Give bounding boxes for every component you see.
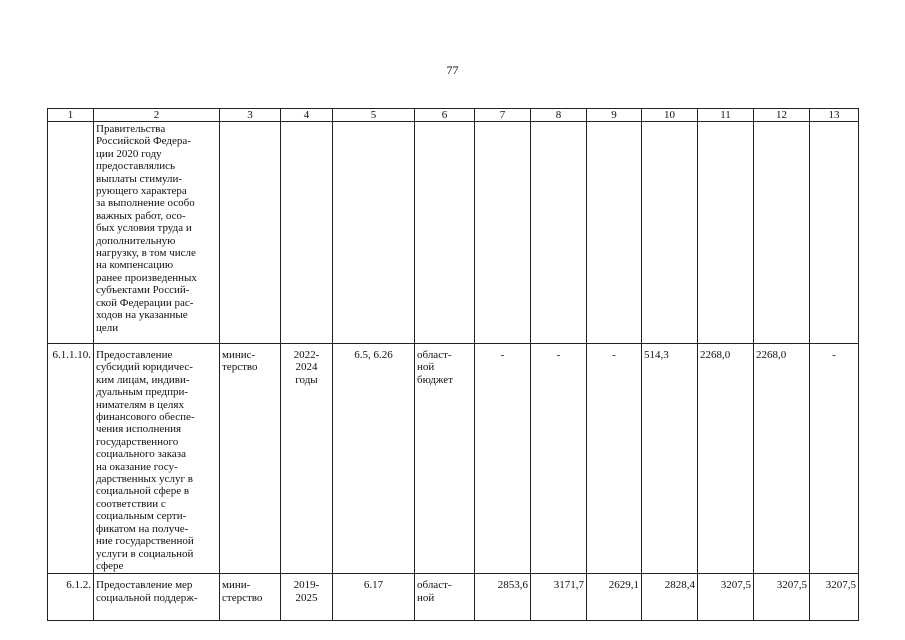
text-line: важных работ, осо- [96,209,186,222]
value-cell: 3207,5 [754,574,810,621]
text-line: на оказание госу- [96,460,178,473]
program-table [47,108,859,621]
period-cell [281,574,333,621]
indicator-cell [333,122,415,344]
value-cell: - [587,344,642,574]
column-number: 5 [333,109,415,122]
item-number-cell [48,122,94,344]
text-line: ции 2020 году [96,147,162,160]
text-line: субсидий юридичес- [96,361,193,374]
value-cell: 3207,5 [810,574,859,621]
text-line: ранее произведенных [96,271,197,284]
text-line: 2022- [293,349,320,361]
value-cell: 2853,6 [475,574,531,621]
value-cell [810,122,859,344]
value-cell [475,122,531,344]
text-line: финансового обеспе- [96,411,195,424]
value-cell [587,122,642,344]
text-line: услуги в социальной [96,547,194,560]
text-line: социального заказа [96,448,187,461]
description-cell [94,344,220,574]
column-number: 2 [94,109,220,122]
text-line: Российской Федера- [96,135,191,148]
text-line: соответствии с [96,497,166,510]
column-number-row [48,109,859,122]
text-line: нимателям в целях [96,398,184,411]
item-number-cell: 6.1.1.10. [48,344,94,574]
text-line: социальной поддерж- [96,591,198,604]
column-number: 10 [642,109,698,122]
text-line: государственного [96,435,179,448]
text-line: социальным серти- [96,510,187,523]
value-cell: - [475,344,531,574]
description-cell [94,574,220,621]
table-row [48,344,859,574]
text-line: предоставлялись [96,160,176,173]
value-cell: 514,3 [642,344,698,574]
text-line: за выполнение особо [96,197,195,210]
text-line: терство [222,361,258,374]
item-number-cell: 6.1.2. [48,574,94,621]
period-cell [281,344,333,574]
column-number: 11 [698,109,754,122]
program-table-container [47,108,858,604]
funding-source-cell [415,344,475,574]
column-number: 8 [531,109,587,122]
indicator-cell: 6.5, 6.26 [333,344,415,574]
value-cell: 3171,7 [531,574,587,621]
text-line: ние государственной [96,535,194,548]
text-line: на компенсацию [96,259,174,272]
text-line: минис- [222,349,256,361]
text-line: цели [96,321,119,334]
text-line: област- [417,349,452,361]
text-line: выплаты стимули- [96,172,183,185]
text-line: ходов на указанные [96,309,188,322]
value-cell: 2268,0 [754,344,810,574]
value-cell: - [810,344,859,574]
text-line: ной [417,591,435,604]
text-line: социальной сфере в [96,485,190,498]
text-line: бых условия труда и [96,222,192,235]
text-line: чения исполнения [96,423,182,436]
text-line: 2019- [293,579,320,592]
text-line: 2025 [295,591,318,604]
text-line: област- [417,579,452,592]
text-line: дуальным предпри- [96,386,189,399]
page-number: 77 [446,63,459,77]
text-line: сфере [96,559,124,572]
text-line: Правительства [96,123,166,135]
text-line: рующего характера [96,185,187,198]
value-cell: 3207,5 [698,574,754,621]
column-number: 1 [48,109,94,122]
column-number: 4 [281,109,333,122]
value-cell [531,122,587,344]
column-number: 9 [587,109,642,122]
value-cell [698,122,754,344]
value-cell: 2828,4 [642,574,698,621]
text-line: годы [295,373,318,386]
text-line: ким лицам, индиви- [96,373,190,386]
description-cell [94,122,220,344]
column-number: 12 [754,109,810,122]
value-cell [642,122,698,344]
table-row [48,574,859,621]
text-line: субъектами Россий- [96,284,190,297]
text-line: Предоставление мер [96,579,193,592]
funding-source-cell [415,574,475,621]
value-cell: - [531,344,587,574]
indicator-cell: 6.17 [333,574,415,621]
text-line: Предоставление [96,349,173,361]
executor-cell [220,574,281,621]
text-line: дарственных услуг в [96,473,193,486]
column-number: 7 [475,109,531,122]
column-number: 3 [220,109,281,122]
text-line: нагрузку, в том числе [96,247,196,260]
table-row [48,122,859,344]
column-number: 13 [810,109,859,122]
funding-source-cell [415,122,475,344]
period-cell [281,122,333,344]
value-cell: 2268,0 [698,344,754,574]
text-line: фикатом на получе- [96,522,189,535]
text-line: бюджет [417,373,453,386]
value-cell [754,122,810,344]
text-line: дополнительную [96,234,176,247]
executor-cell [220,344,281,574]
text-line: стерство [222,591,263,604]
text-line: ской Федерации рас- [96,296,194,309]
column-number: 6 [415,109,475,122]
text-line: ной [417,361,435,374]
executor-cell [220,122,281,344]
value-cell: 2629,1 [587,574,642,621]
text-line: мини- [222,579,251,592]
text-line: 2024 [295,361,318,374]
